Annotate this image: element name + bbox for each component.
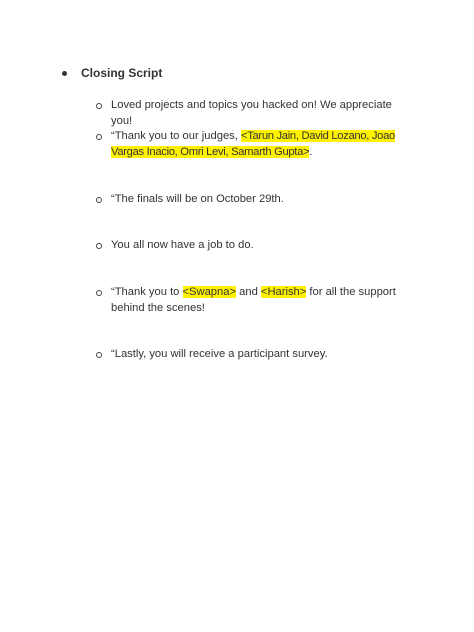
list-item	[96, 237, 416, 253]
heading-text: Closing Script	[81, 66, 163, 80]
highlighted-name-swapna: <Swapna>	[182, 286, 237, 298]
hollow-bullet-icon	[96, 352, 102, 358]
bullet-icon	[62, 71, 67, 76]
list-item	[96, 284, 416, 316]
list-item-text: Loved projects and topics you hacked on! We appreciate you!	[111, 99, 392, 127]
highlighted-name-harish: <Harish>	[260, 286, 307, 298]
list-item-text: “Lastly, you will receive a participant survey.	[111, 348, 328, 360]
hollow-bullet-icon	[96, 243, 102, 249]
list-item-text-end: for all the support behind the scenes!	[111, 286, 396, 314]
list-item-text-start: “Thank you to	[111, 286, 183, 298]
list-item-text: You all now have a job to do.	[111, 239, 254, 251]
list-item-text	[111, 128, 416, 160]
list-item-text	[111, 284, 416, 316]
section-heading	[62, 66, 162, 80]
list-item	[96, 128, 416, 160]
hollow-bullet-icon	[96, 290, 102, 296]
hollow-bullet-icon	[96, 103, 102, 109]
list-item-text-end: .	[309, 146, 313, 158]
list-item	[96, 346, 416, 362]
list-item	[96, 191, 416, 207]
hollow-bullet-icon	[96, 134, 102, 140]
list-item-text: “The finals will be on October 29th.	[111, 193, 284, 205]
hollow-bullet-icon	[96, 197, 102, 203]
list-item-text-start: “Thank you to our judges,	[111, 130, 241, 142]
list-item-text-middle: and	[236, 286, 261, 298]
list-item	[96, 97, 416, 129]
highlighted-judges-names: <Tarun Jain, David Lozano, Joao Vargas Inacio, Omri Levi, Samarth Gupta>	[111, 130, 395, 158]
